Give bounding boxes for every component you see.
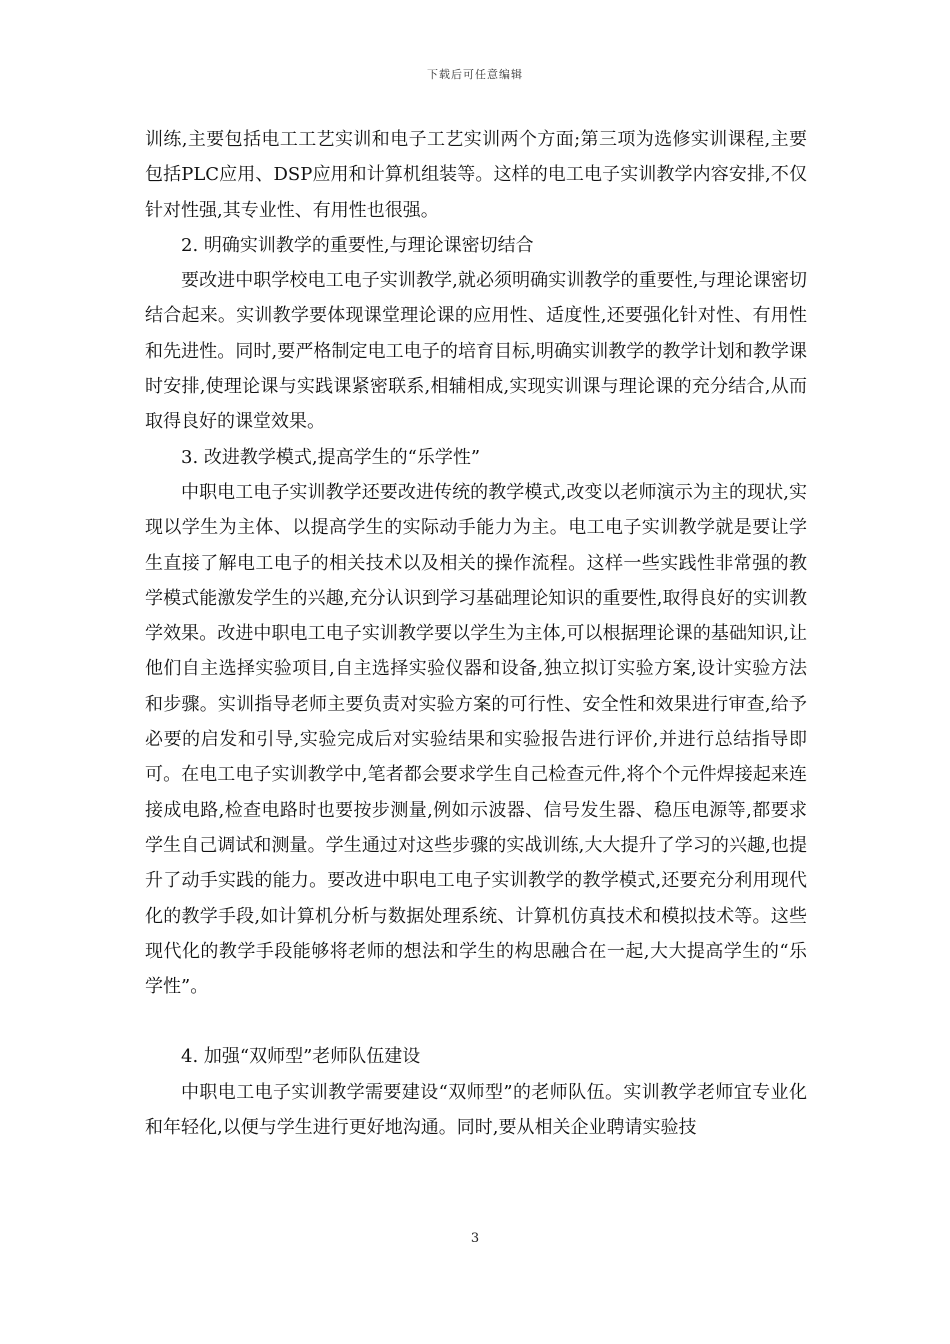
section-heading-3: 3. 改进教学模式,提高学生的“乐学性” [181,446,481,468]
body-text [145,122,807,1145]
paragraph-continuation: 训练,主要包括电工工艺实训和电子工艺实训两个方面;第三项为选修实训课程,主要包括PLC应用、DSP应用和计算机组装等。这样的电工电子实训教学内容安排,不仅针对性强,其专业性、有用性也很强。 [145,129,807,221]
paragraph-section-2: 要改进中职学校电工电子实训教学,就必须明确实训教学的重要性,与理论课密切结合起来。实训教学要体现课堂理论课的应用性、适度性,还要强化针对性、有用性和先进性。同时,要严格制定电工电子的培育目标,明确实训教学的教学计划和教学课时安排,使理论课与实践课紧密联系,相辅相成,实现实训课与理论课的充分结合,从而取得良好的课堂效果。 [145,270,807,433]
paragraph-section-3: 中职电工电子实训教学还要改进传统的教学模式,改变以老师演示为主的现状,实现以学生为主体、以提高学生的实际动手能力为主。电工电子实训教学就是要让学生直接了解电工电子的相关技术以及相关的操作流程。这样一些实践性非常强的教学模式能激发学生的兴趣,充分认识到学习基础理论知识的重要性,取得良好的实训教学效果。改进中职电工电子实训教学要以学生为主体,可以根据理论课的基础知识,让他们自主选择实验项目,自主选择实验仪器和设备,独立拟订实验方案,设计实验方法和步骤。实训指导老师主要负责对实验方案的可行性、安全性和效果进行审查,给予必要的启发和引导,实验完成后对实验结果和实验报告进行评价,并进行总结指导即可。在电工电子实训教学中,笔者都会要求学生自己检查元件,将个个元件焊接起来连接成电路,检查电路时也要按步测量,例如示波器、信号发生器、稳压电源等,都要求学生自己调试和测量。学生通过对这些步骤的实战训练,大大提升了学习的兴趣,也提升了动手实践的能力。要改进中职电工电子实训教学的教学模式,还要充分利用现代化的教学手段,如计算机分析与数据处理系统、计算机仿真技术和模拟技术等。这些现代化的教学手段能够将老师的想法和学生的构思融合在一起,大大提高学生的“乐学性”。 [145,481,807,998]
section-heading-4: 4. 加强“双师型”老师队伍建设 [181,1046,421,1068]
page-number: 3 [470,1231,480,1246]
section-heading-2: 2. 明确实训教学的重要性,与理论课密切结合 [181,234,534,256]
paragraph-gap [145,1004,807,1039]
paragraph-section-4: 中职电工电子实训教学需要建设“双师型”的老师队伍。实训教学老师宜专业化和年轻化,以便与学生进行更好地沟通。同时,要从相关企业聘请实验技 [145,1081,807,1139]
page-header: 下载后可任意编辑 [427,68,523,81]
